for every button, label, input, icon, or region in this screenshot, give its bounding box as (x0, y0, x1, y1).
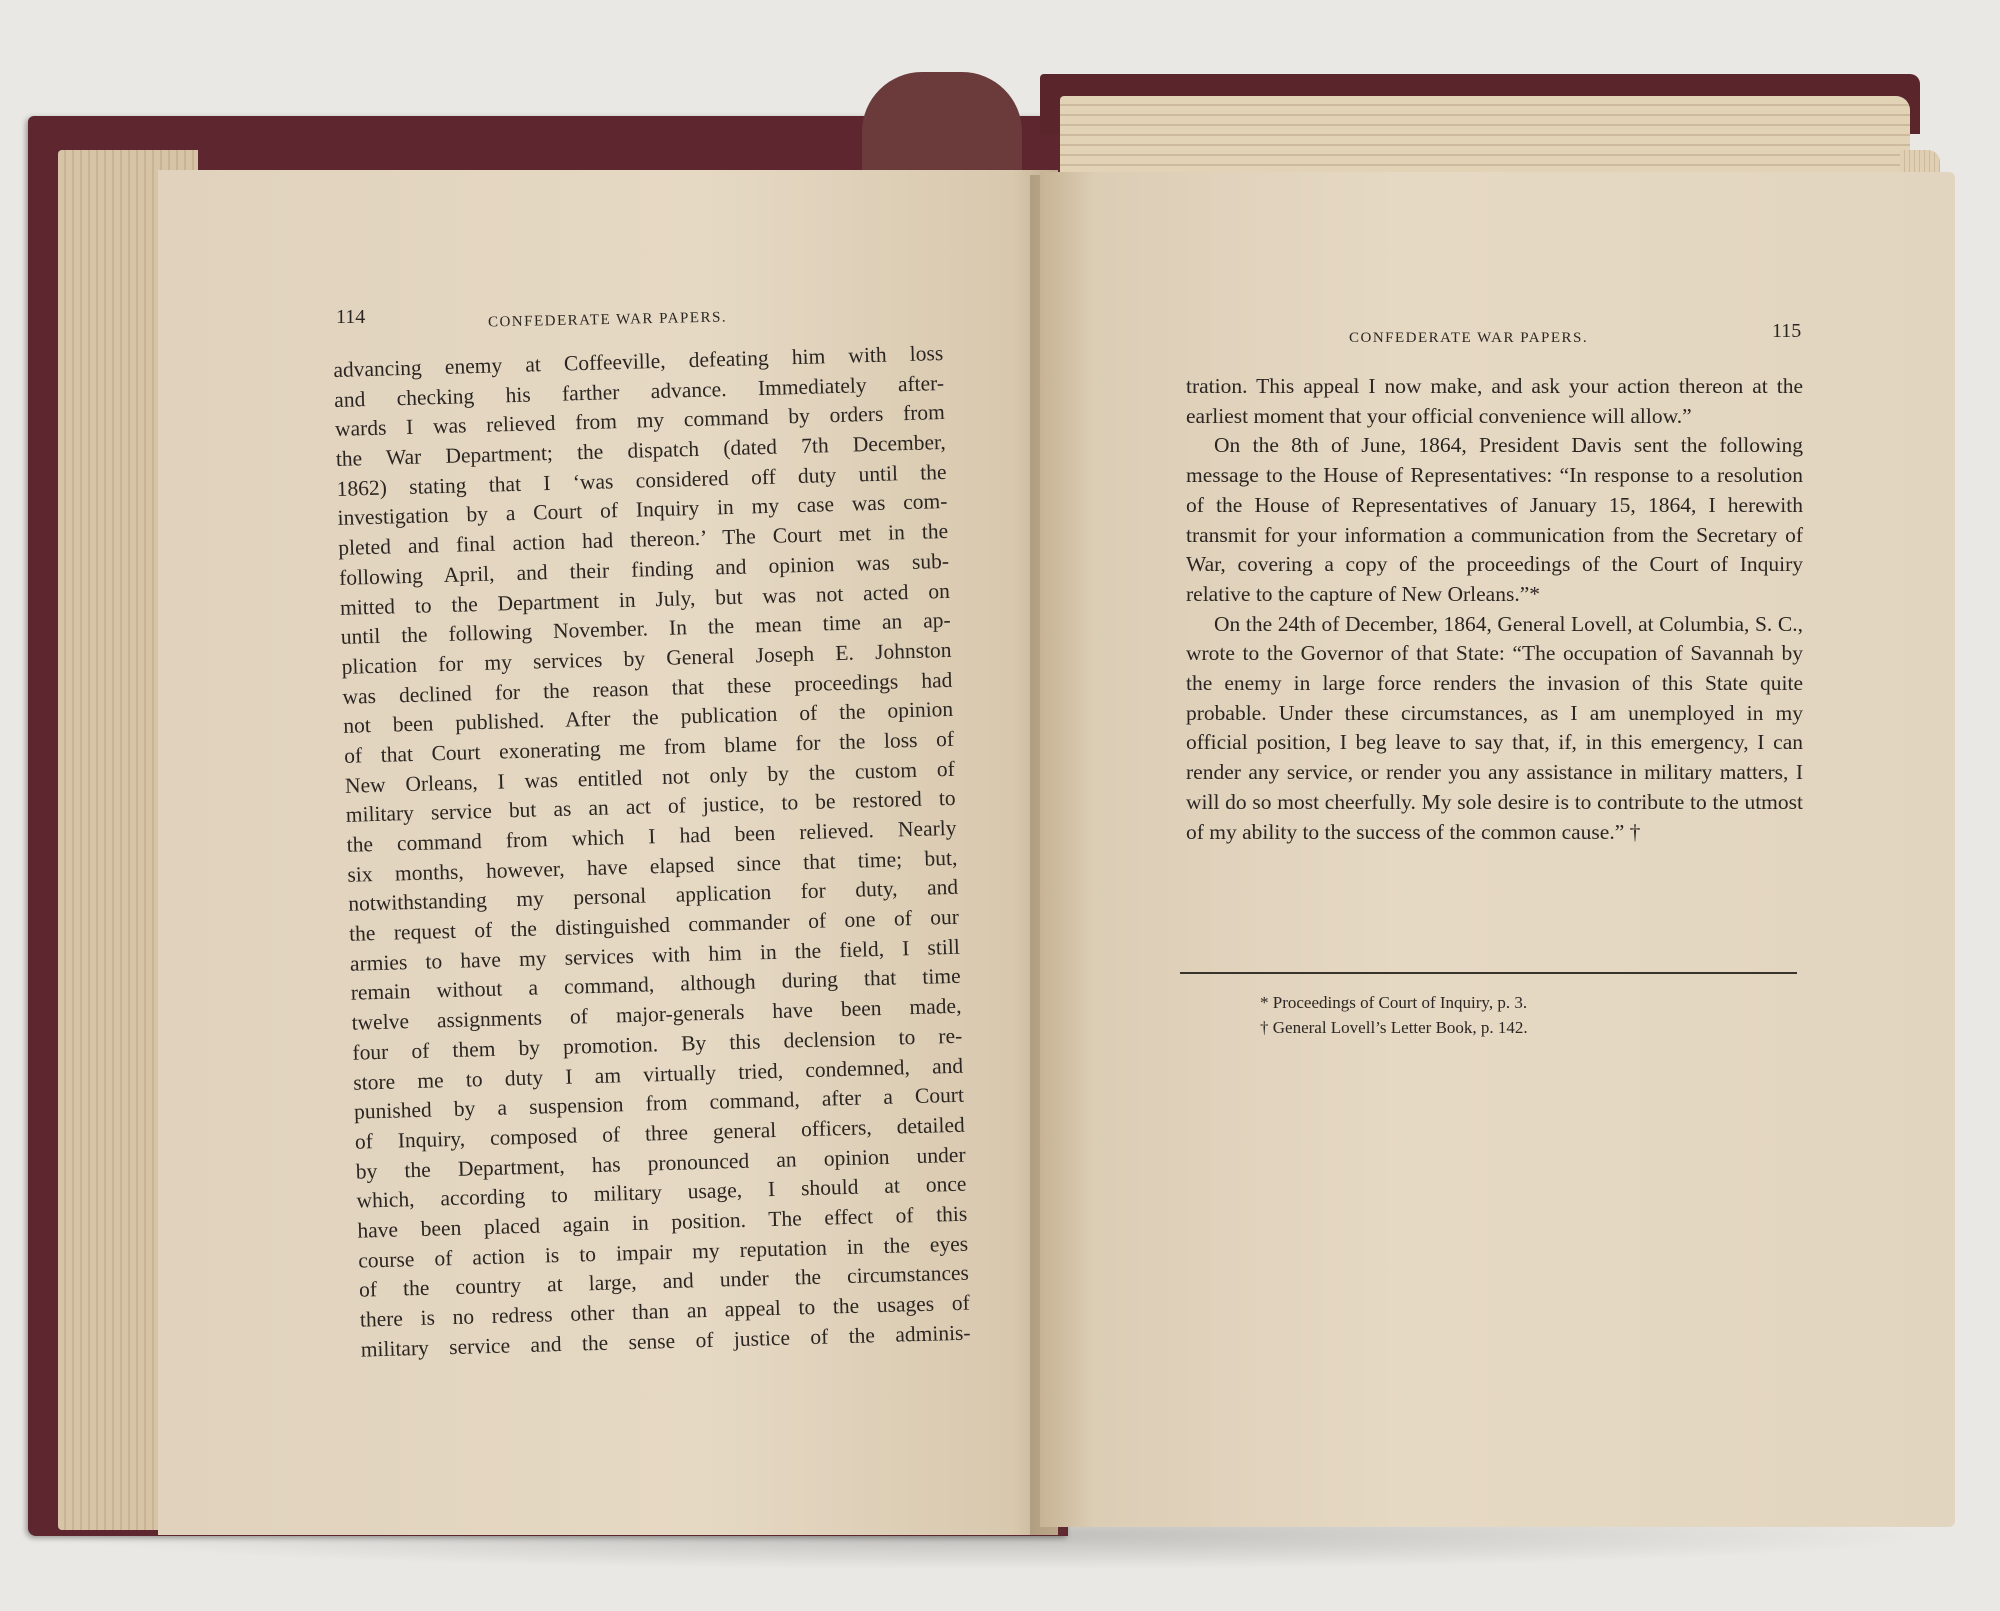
text-line: pleted and final action had thereon.’ The Court met in the (338, 519, 949, 561)
text-line: remain without a command, although during that time (350, 964, 961, 1006)
footnote-rule (1180, 972, 1797, 974)
paragraph: On the 8th of June, 1864, President Davis sent the following message to the House of Representatives: “In response to a resolution of the House of Representatives of January 15, 1864, I herewith transmit for your information a communication from the Secretary of War, covering a copy of the proceedings of the Court of Inquiry relative to the capture of New Orleans.”* (1186, 433, 1803, 606)
page-number: 115 (1772, 320, 1802, 342)
right-page (1040, 172, 1955, 1527)
footnotes (1220, 990, 1820, 1040)
text-line: New Orleans, I was entitled not only by the custom of (344, 756, 956, 798)
text-line: until the following November. In the mean time an ap- (340, 608, 951, 650)
text-line: not been published. After the publication of the opinion (343, 697, 954, 739)
text-line: have been placed again in position. The effect of this (357, 1201, 968, 1243)
text-line: there is no redress other than an appeal to the usages of (359, 1290, 971, 1332)
text-line: twelve assignments of major-generals have been made, (351, 993, 962, 1035)
text-line: which, according to military usage, I should at once (356, 1171, 967, 1213)
text-line: by the Department, has pronounced an opinion under (355, 1142, 966, 1184)
text-line: armies to have my services with him in the field, I still (349, 934, 961, 976)
footnote: * Proceedings of Court of Inquiry, p. 3. (1260, 993, 1528, 1012)
book-spine (862, 72, 1022, 182)
footnote: † General Lovell’s Letter Book, p. 142. (1260, 1018, 1528, 1037)
text-line: the request of the distinguished commander of one of our (348, 904, 960, 946)
text-line: military service and the sense of justice of the adminis- (360, 1320, 971, 1362)
text-line: punished by a suspension from command, after a Court (353, 1082, 965, 1124)
text-line: military service but as an act of justice, to be restored to (345, 786, 956, 828)
text-line: following April, and their finding and opinion was sub- (338, 548, 950, 590)
text-line: the command from which I had been relieved. Nearly (346, 815, 957, 857)
text-line: wards I was relieved from my command by orders from (334, 400, 946, 442)
text-line: six months, however, have elapsed since that time; but, (347, 845, 958, 887)
text-line: 1862) stating that I ‘was considered off duty until the (336, 459, 947, 501)
text-line: mitted to the Department in July, but was not acted on (339, 578, 951, 620)
text-line: of the country at large, and under the circumstances (358, 1260, 970, 1302)
text-line: store me to duty I am virtually tried, condemned, and (352, 1053, 964, 1095)
page-body (333, 339, 971, 1365)
page-number: 114 (336, 306, 366, 328)
paragraph: On the 24th of December, 1864, General Lovell, at Columbia, S. C., wrote to the Governor of that State: “The occupation of Savannah by the enemy in large force renders the invasion of this State quite probable. Under these circumstances, as I am unemployed in my official position, I beg leave to say that, if, in this emergency, I can render any service, or render you any assistance in military matters, I will do so most cheerfully. My sole desire is to contribute to the utmost of my ability to the success of the common cause.” † (1186, 611, 1803, 844)
text-line: four of them by promotion. By this declension to re- (352, 1023, 963, 1065)
text-line: of that Court exonerating me from blame for the loss of (343, 726, 955, 768)
text-line: advancing enemy at Coffeeville, defeating him with loss (333, 340, 944, 382)
page-body (1186, 372, 1803, 847)
text-line: was declined for the reason that these proceedings had (342, 667, 953, 709)
running-head: CONFEDERATE WAR PAPERS. (1349, 330, 1589, 346)
text-line: plication for my services by General Joseph E. Johnston (341, 637, 952, 679)
left-page (158, 170, 1058, 1535)
text-line: course of action is to impair my reputation in the eyes (357, 1231, 969, 1273)
text-line: the War Department; the dispatch (dated 7th December, (335, 429, 946, 472)
running-head: CONFEDERATE WAR PAPERS. (487, 309, 728, 331)
paragraph: tration. This appeal I now make, and ask your action thereon at the earliest moment that your official convenience will allow.” (1186, 374, 1803, 428)
text-line: investigation by a Court of Inquiry in my case was com- (337, 489, 948, 531)
text-line: of Inquiry, composed of three general officers, detailed (354, 1112, 966, 1154)
text-line: notwithstanding my personal application for duty, and (347, 875, 959, 917)
text-line: and checking his farther advance. Immediately after- (333, 370, 945, 412)
